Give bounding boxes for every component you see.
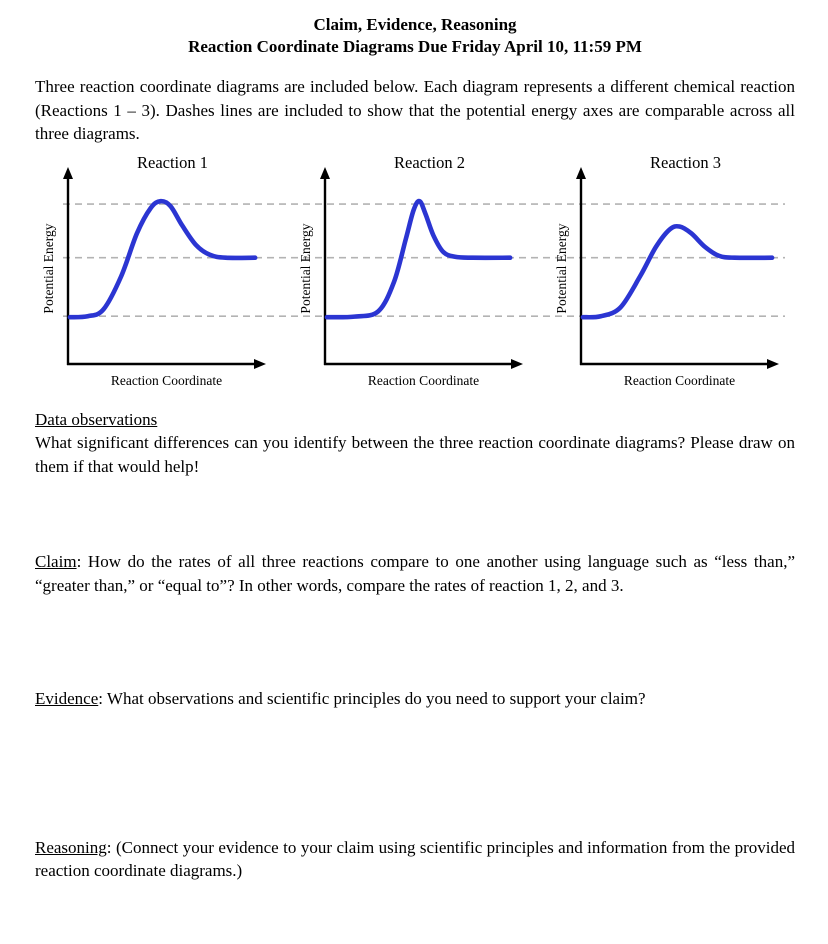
- diagram-title: Reaction 1: [136, 153, 209, 172]
- x-axis-label: Reaction Coordinate: [110, 372, 223, 388]
- y-axis-arrowhead: [63, 167, 73, 179]
- diagram-title: Reaction 2: [393, 153, 466, 172]
- section-reasoning: [35, 836, 795, 883]
- x-axis-arrowhead: [254, 359, 266, 369]
- x-axis-arrowhead: [511, 359, 523, 369]
- evidence-question: : What observations and scientific principles do you need to support your claim?: [98, 689, 646, 708]
- x-axis-label: Reaction Coordinate: [623, 372, 736, 388]
- reasoning-heading: Reasoning: [35, 837, 107, 857]
- data-observations-question: What significant differences can you identify between the three reaction coordinate diagrams? Please draw on them if that would help!: [35, 433, 795, 476]
- evidence-heading: Evidence: [35, 689, 99, 708]
- y-axis-arrowhead: [320, 167, 330, 179]
- data-observations-heading: Data observations: [35, 409, 158, 429]
- section-data-observations: [35, 408, 795, 479]
- y-axis-label: Potential Energy: [298, 222, 313, 314]
- x-axis-label: Reaction Coordinate: [367, 372, 480, 388]
- y-axis-label: Potential Energy: [41, 222, 56, 314]
- x-axis-arrowhead: [767, 359, 779, 369]
- y-axis-label: Potential Energy: [554, 222, 569, 314]
- y-axis-arrowhead: [576, 167, 586, 179]
- section-claim: [35, 550, 795, 597]
- reaction-curve: [70, 201, 255, 317]
- diagram-title: Reaction 3: [649, 153, 722, 172]
- reaction-curve: [327, 201, 510, 317]
- reaction-coordinate-diagrams: [35, 154, 795, 396]
- reaction-curve: [583, 226, 772, 317]
- claim-heading: Claim: [35, 552, 77, 571]
- section-evidence: [35, 687, 795, 711]
- doc-title: Claim, Evidence, Reasoning: [313, 15, 517, 34]
- intro-paragraph: Three reaction coordinate diagrams are included below. Each diagram represents a different chemical reaction (Reactions 1 – 3). Dashes lines are included to show that the potential energy axes are comparable across all three diagrams.: [35, 77, 795, 143]
- doc-subtitle: Reaction Coordinate Diagrams Due Friday April 10, 11:59 PM: [188, 37, 642, 56]
- reasoning-question: : (Connect your evidence to your claim using scientific principles and information from the provided reaction coordinate diagrams.): [35, 837, 795, 880]
- claim-question: : How do the rates of all three reactions compare to one another using language such as “less than,” “greater than,” or “equal to”? In other words, compare the rates of reaction 1, 2, and 3.: [35, 552, 795, 595]
